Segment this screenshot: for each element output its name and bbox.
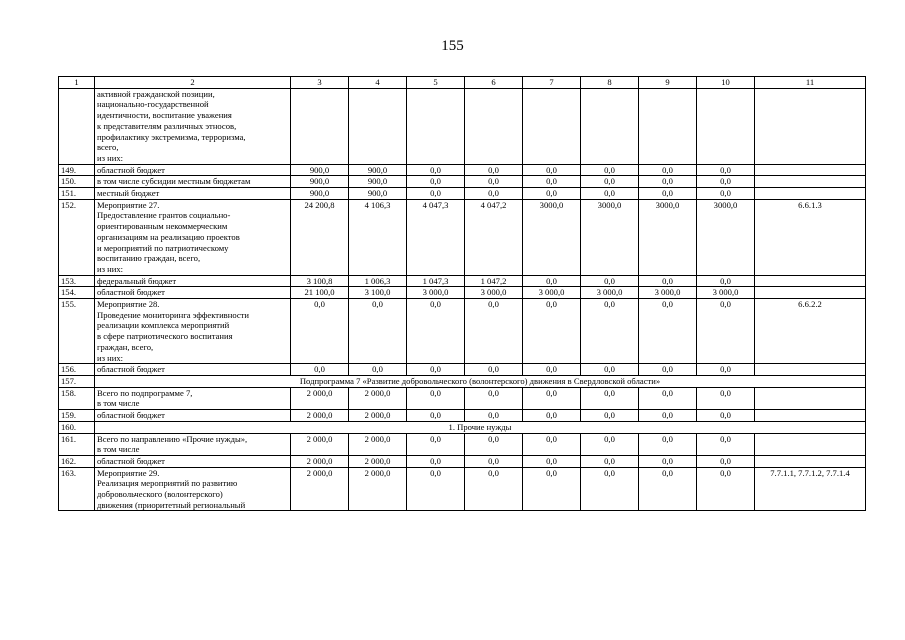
- value-cell: 21 100,0: [291, 287, 349, 299]
- row-number: 163.: [59, 467, 95, 511]
- column-header: 8: [581, 77, 639, 89]
- value-cell: 0,0: [639, 188, 697, 200]
- value-cell: [523, 88, 581, 164]
- value-cell: 0,0: [407, 433, 465, 455]
- value-cell: 3000,0: [697, 199, 755, 275]
- target-indicator-cell: [755, 433, 866, 455]
- section-title: Подпрограмма 7 «Развитие добровольческого (волонтерского) движения в Свердловской области»: [95, 375, 866, 387]
- value-cell: 0,0: [523, 188, 581, 200]
- value-cell: 0,0: [697, 410, 755, 422]
- value-cell: 3 000,0: [639, 287, 697, 299]
- value-cell: 0,0: [639, 387, 697, 409]
- table-row: [59, 299, 866, 364]
- value-cell: [465, 88, 523, 164]
- value-cell: 900,0: [349, 188, 407, 200]
- value-cell: 0,0: [465, 467, 523, 511]
- row-number: [59, 88, 95, 164]
- value-cell: 2 000,0: [291, 410, 349, 422]
- table-row: [59, 433, 866, 455]
- value-cell: 0,0: [581, 455, 639, 467]
- row-number: 158.: [59, 387, 95, 409]
- section-row: [59, 421, 866, 433]
- row-number: 153.: [59, 275, 95, 287]
- value-cell: 0,0: [697, 364, 755, 376]
- column-header: 2: [95, 77, 291, 89]
- row-number: 157.: [59, 375, 95, 387]
- value-cell: 2 000,0: [349, 410, 407, 422]
- row-name: в том числе субсидии местным бюджетам: [95, 176, 291, 188]
- row-name: активной гражданской позиции, национально-государственной идентичности, воспитание уважения к представителям различных этносов, профилактику экстремизма, терроризма, всего, из них:: [95, 88, 291, 164]
- value-cell: 0,0: [523, 364, 581, 376]
- target-indicator-cell: [755, 364, 866, 376]
- value-cell: 3 000,0: [465, 287, 523, 299]
- value-cell: 0,0: [291, 299, 349, 364]
- target-indicator-cell: [755, 387, 866, 409]
- table-row: [59, 410, 866, 422]
- value-cell: 0,0: [407, 455, 465, 467]
- value-cell: 0,0: [581, 164, 639, 176]
- value-cell: 0,0: [697, 164, 755, 176]
- row-name: областной бюджет: [95, 410, 291, 422]
- value-cell: 0,0: [639, 455, 697, 467]
- value-cell: 4 106,3: [349, 199, 407, 275]
- value-cell: 2 000,0: [349, 455, 407, 467]
- value-cell: 24 200,8: [291, 199, 349, 275]
- row-number: 151.: [59, 188, 95, 200]
- value-cell: 0,0: [697, 467, 755, 511]
- value-cell: 3 000,0: [581, 287, 639, 299]
- column-header: 11: [755, 77, 866, 89]
- value-cell: 0,0: [523, 467, 581, 511]
- table-row: [59, 176, 866, 188]
- page-number: 155: [441, 38, 464, 54]
- column-header: 6: [465, 77, 523, 89]
- value-cell: [697, 88, 755, 164]
- column-header: 5: [407, 77, 465, 89]
- value-cell: 0,0: [407, 176, 465, 188]
- value-cell: 0,0: [639, 164, 697, 176]
- value-cell: 2 000,0: [291, 433, 349, 455]
- value-cell: 0,0: [639, 433, 697, 455]
- value-cell: 900,0: [349, 176, 407, 188]
- row-name: Мероприятие 27. Предоставление грантов социально- ориентированным некоммерческим организациям на реализацию проектов и мероприятий по патриотическому воспитанию граждан, всего, из них:: [95, 199, 291, 275]
- value-cell: 0,0: [697, 433, 755, 455]
- value-cell: 3 100,8: [291, 275, 349, 287]
- table-row: [59, 88, 866, 164]
- row-number: 159.: [59, 410, 95, 422]
- value-cell: 0,0: [407, 410, 465, 422]
- value-cell: 3000,0: [639, 199, 697, 275]
- value-cell: 2 000,0: [291, 455, 349, 467]
- value-cell: 0,0: [697, 455, 755, 467]
- row-name: областной бюджет: [95, 364, 291, 376]
- value-cell: 3 000,0: [697, 287, 755, 299]
- target-indicator-cell: [755, 88, 866, 164]
- value-cell: 0,0: [697, 387, 755, 409]
- target-indicator-cell: [755, 188, 866, 200]
- value-cell: 0,0: [639, 410, 697, 422]
- value-cell: 3 000,0: [407, 287, 465, 299]
- value-cell: 0,0: [697, 176, 755, 188]
- value-cell: 0,0: [581, 188, 639, 200]
- target-indicator-cell: [755, 275, 866, 287]
- value-cell: 0,0: [581, 387, 639, 409]
- column-header: 4: [349, 77, 407, 89]
- value-cell: 0,0: [523, 387, 581, 409]
- row-number: 161.: [59, 433, 95, 455]
- section-row: [59, 375, 866, 387]
- row-name: местный бюджет: [95, 188, 291, 200]
- target-indicator-cell: [755, 455, 866, 467]
- value-cell: 4 047,3: [407, 199, 465, 275]
- row-number: 156.: [59, 364, 95, 376]
- row-number: 154.: [59, 287, 95, 299]
- column-header: 10: [697, 77, 755, 89]
- value-cell: 0,0: [465, 164, 523, 176]
- value-cell: 0,0: [465, 299, 523, 364]
- value-cell: 0,0: [639, 176, 697, 188]
- value-cell: 0,0: [407, 164, 465, 176]
- value-cell: 2 000,0: [349, 433, 407, 455]
- value-cell: [639, 88, 697, 164]
- value-cell: 0,0: [581, 364, 639, 376]
- value-cell: 0,0: [291, 364, 349, 376]
- value-cell: [349, 88, 407, 164]
- table-row: [59, 188, 866, 200]
- value-cell: 0,0: [407, 387, 465, 409]
- column-header: 1: [59, 77, 95, 89]
- value-cell: 0,0: [581, 467, 639, 511]
- target-indicator-cell: [755, 164, 866, 176]
- table-row: [59, 287, 866, 299]
- row-name: Мероприятие 29. Реализация мероприятий по развитию добровольческого (волонтерского) движения (приоритетный региональный: [95, 467, 291, 511]
- column-header: 3: [291, 77, 349, 89]
- value-cell: 3000,0: [523, 199, 581, 275]
- table-row: [59, 467, 866, 511]
- column-header: 9: [639, 77, 697, 89]
- table-row: [59, 275, 866, 287]
- row-name: областной бюджет: [95, 455, 291, 467]
- value-cell: 0,0: [465, 433, 523, 455]
- value-cell: 0,0: [581, 275, 639, 287]
- value-cell: 2 000,0: [291, 467, 349, 511]
- value-cell: [407, 88, 465, 164]
- value-cell: 0,0: [465, 455, 523, 467]
- row-number: 162.: [59, 455, 95, 467]
- value-cell: 0,0: [407, 299, 465, 364]
- value-cell: 4 047,2: [465, 199, 523, 275]
- value-cell: 1 047,2: [465, 275, 523, 287]
- value-cell: 900,0: [349, 164, 407, 176]
- value-cell: 0,0: [697, 275, 755, 287]
- value-cell: 2 000,0: [349, 467, 407, 511]
- column-header: 7: [523, 77, 581, 89]
- table-row: [59, 164, 866, 176]
- target-indicator-cell: 6.6.1.3: [755, 199, 866, 275]
- value-cell: 3000,0: [581, 199, 639, 275]
- value-cell: 0,0: [407, 364, 465, 376]
- table-row: [59, 387, 866, 409]
- value-cell: 0,0: [465, 364, 523, 376]
- table-row: [59, 199, 866, 275]
- value-cell: 0,0: [407, 467, 465, 511]
- value-cell: 0,0: [581, 176, 639, 188]
- row-name: областной бюджет: [95, 164, 291, 176]
- value-cell: 0,0: [523, 275, 581, 287]
- value-cell: 0,0: [465, 410, 523, 422]
- target-indicator-cell: 7.7.1.1, 7.7.1.2, 7.7.1.4: [755, 467, 866, 511]
- value-cell: 0,0: [523, 455, 581, 467]
- value-cell: 0,0: [523, 299, 581, 364]
- table-row: [59, 455, 866, 467]
- value-cell: 0,0: [465, 387, 523, 409]
- row-number: 152.: [59, 199, 95, 275]
- value-cell: [291, 88, 349, 164]
- value-cell: 900,0: [291, 164, 349, 176]
- value-cell: 0,0: [523, 176, 581, 188]
- target-indicator-cell: 6.6.2.2: [755, 299, 866, 364]
- value-cell: 0,0: [581, 410, 639, 422]
- value-cell: 0,0: [639, 275, 697, 287]
- header-row: [59, 77, 866, 89]
- value-cell: 2 000,0: [349, 387, 407, 409]
- row-name: областной бюджет: [95, 287, 291, 299]
- value-cell: 0,0: [407, 188, 465, 200]
- target-indicator-cell: [755, 410, 866, 422]
- row-number: 150.: [59, 176, 95, 188]
- value-cell: 0,0: [581, 299, 639, 364]
- value-cell: 0,0: [523, 164, 581, 176]
- row-name: Всего по подпрограмме 7, в том числе: [95, 387, 291, 409]
- row-name: Мероприятие 28. Проведение мониторинга эффективности реализации комплекса мероприятий в сфере патриотического воспитания граждан, всего, из них:: [95, 299, 291, 364]
- value-cell: 1 006,3: [349, 275, 407, 287]
- value-cell: 0,0: [581, 433, 639, 455]
- value-cell: 900,0: [291, 176, 349, 188]
- row-number: 160.: [59, 421, 95, 433]
- row-name: федеральный бюджет: [95, 275, 291, 287]
- value-cell: 2 000,0: [291, 387, 349, 409]
- value-cell: [581, 88, 639, 164]
- value-cell: 0,0: [465, 188, 523, 200]
- budget-table: [58, 76, 866, 511]
- value-cell: 0,0: [523, 410, 581, 422]
- value-cell: 0,0: [639, 467, 697, 511]
- value-cell: 0,0: [349, 364, 407, 376]
- value-cell: 3 000,0: [523, 287, 581, 299]
- value-cell: 0,0: [639, 364, 697, 376]
- section-title: 1. Прочие нужды: [95, 421, 866, 433]
- table-body: [59, 88, 866, 511]
- target-indicator-cell: [755, 287, 866, 299]
- value-cell: 0,0: [349, 299, 407, 364]
- row-name: Всего по направлению «Прочие нужды», в том числе: [95, 433, 291, 455]
- value-cell: 0,0: [697, 299, 755, 364]
- table-row: [59, 364, 866, 376]
- value-cell: 0,0: [465, 176, 523, 188]
- value-cell: 0,0: [639, 299, 697, 364]
- value-cell: 1 047,3: [407, 275, 465, 287]
- row-number: 149.: [59, 164, 95, 176]
- row-number: 155.: [59, 299, 95, 364]
- value-cell: 3 100,0: [349, 287, 407, 299]
- value-cell: 0,0: [697, 188, 755, 200]
- value-cell: 900,0: [291, 188, 349, 200]
- target-indicator-cell: [755, 176, 866, 188]
- value-cell: 0,0: [523, 433, 581, 455]
